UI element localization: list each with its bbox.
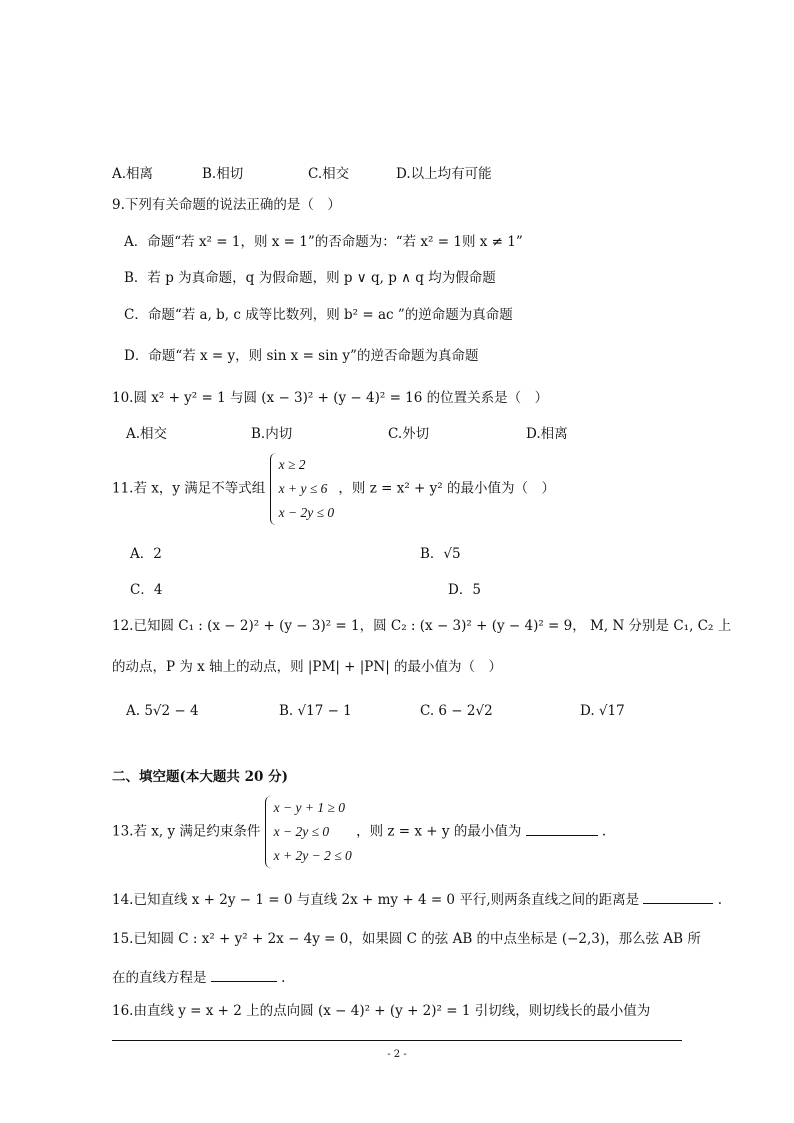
q12-option-c: C. 6 − 2√2 (420, 703, 493, 719)
q8-option-a: A.相离 (112, 166, 154, 182)
q14-line (112, 889, 722, 909)
q10-option-a: A.相交 (126, 426, 168, 442)
q11-stem (112, 453, 555, 525)
q11-constraint: x − 2y ≤ 0 (278, 505, 335, 520)
q13-constraint: x − 2y ≤ 0 (273, 824, 330, 839)
q11-constraint: x ≥ 2 (278, 457, 306, 472)
q8-option-d: D.以上均有可能 (396, 166, 492, 182)
q13-stem (112, 796, 606, 868)
q16-stem: 16.由直线 y = x + 2 上的点向圆 (x − 4)² + (y + 2)² = 1 引切线，则切线长的最小值为 (112, 1003, 651, 1019)
q11-option-a: A．2 (130, 546, 162, 562)
q11-option-d: D．5 (448, 582, 481, 598)
q12-line-1: 12.已知圆 C₁ : (x − 2)² + (y − 3)² = 1，圆 C₂ : (x − 3)² + (y − 4)² = 9， M, N 分别是 C₁, C₂ 上 (112, 618, 732, 634)
q9-option-b: B．若 p 为真命题，q 为假命题，则 p ∨ q, p ∧ q 均为假命题 (124, 270, 496, 286)
q14-answer-blank[interactable] (643, 889, 713, 904)
q13-answer-blank[interactable] (526, 821, 598, 836)
q9-option-d: D．命题“若 x = y，则 sin x = sin y”的逆否命题为真命题 (124, 348, 479, 364)
q10-option-b: B.内切 (251, 426, 293, 442)
q13-period: . (601, 823, 607, 840)
q11-constraint: x + y ≤ 6 (278, 481, 328, 496)
q15-line-2 (112, 967, 285, 987)
section-heading: 二、填空题(本大题共 20 分) (112, 769, 288, 785)
q14-period: . (717, 892, 722, 908)
q12-option-a: A. 5√2 − 4 (126, 703, 199, 719)
brace-icon (270, 453, 279, 525)
q9-stem: 9.下列有关命题的说法正确的是（ ） (112, 197, 341, 213)
q10-stem: 10.圆 x² + y² = 1 与圆 (x − 3)² + (y − 4)² = 16 的位置关系是（ ） (112, 390, 549, 406)
page-number: - 2 - (387, 1049, 407, 1060)
q12-option-b: B. √17 − 1 (279, 703, 352, 719)
q13-stem-prefix: 13.若 x, y 满足约束条件 (112, 823, 261, 840)
q13-constraint: x − y + 1 ≥ 0 (273, 800, 346, 815)
q8-option-c: C.相交 (308, 166, 350, 182)
q15-line-1: 15.已知圆 C : x² + y² + 2x − 4y = 0，如果圆 C 的弦 AB 的中点坐标是 (−2,3)，那么弦 AB 所 (112, 931, 701, 947)
q13-constraint: x + 2y − 2 ≤ 0 (273, 848, 352, 863)
q11-stem-suffix: ，则 z = x² + y² 的最小值为（ ） (338, 480, 555, 497)
footer-divider (112, 1040, 682, 1041)
q12-option-d: D. √17 (580, 703, 625, 719)
q11-stem-prefix: 11.若 x，y 满足不等式组 (112, 480, 266, 497)
brace-icon (265, 796, 274, 868)
q10-option-d: D.相离 (526, 426, 568, 442)
q11-option-c: C．4 (130, 582, 163, 598)
q12-line-2: 的动点，P 为 x 轴上的动点，则 |PM| + |PN| 的最小值为（ ） (112, 659, 503, 675)
q11-option-b: B．√5 (420, 546, 461, 562)
q15-answer-blank[interactable] (211, 967, 277, 982)
q15-period: . (281, 970, 286, 986)
q10-option-c: C.外切 (388, 426, 430, 442)
q8-option-b: B.相切 (202, 166, 244, 182)
q9-option-c: C．命题“若 a, b, c 成等比数列，则 b² = ac ”的逆命题为真命题 (124, 307, 513, 323)
q13-stem-suffix: ，则 z = x + y 的最小值为 (356, 823, 522, 840)
q13-constraint-system (265, 796, 352, 868)
q14-stem: 14.已知直线 x + 2y − 1 = 0 与直线 2x + my + 4 = 0 平行,则两条直线之间的距离是 (112, 892, 640, 908)
q11-constraint-system (270, 453, 335, 525)
q9-option-a: A．命题“若 x² = 1，则 x = 1”的否命题为：“若 x² = 1则 x ≠ 1” (124, 234, 523, 250)
q15-stem-prefix: 在的直线方程是 (112, 970, 207, 986)
